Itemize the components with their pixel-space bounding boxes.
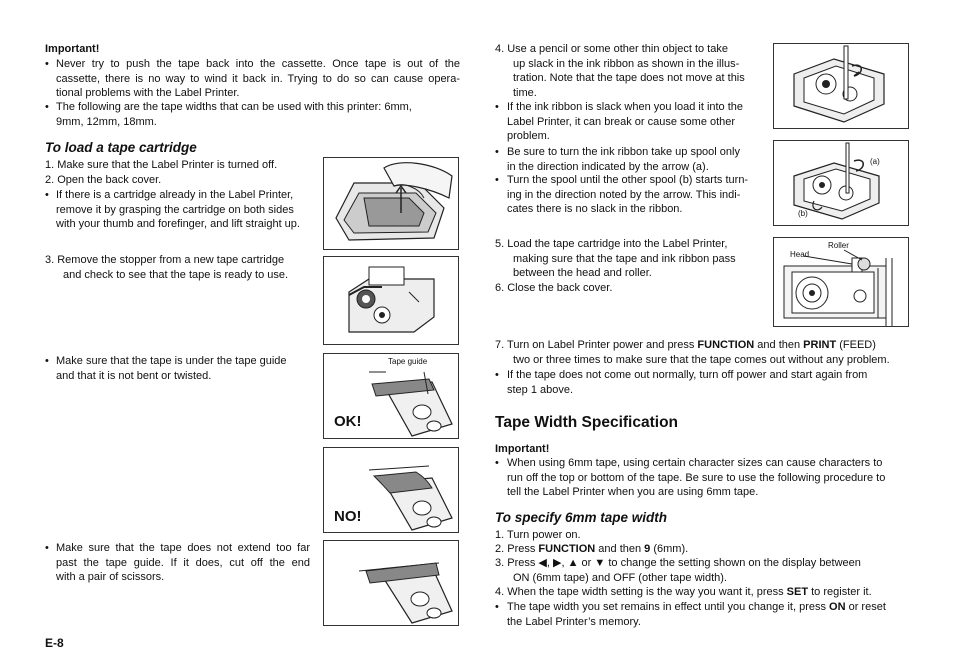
step-1: 1. Make sure that the Label Printer is turned off.: [45, 159, 278, 171]
step-5: 5. Load the tape cartridge into the Label Printer, making sure that the tape and ink ribbon pass between the head and roller.: [495, 238, 736, 279]
left-arrow-icon: ◀: [538, 557, 547, 569]
cut-tape-bullet: Make sure that the tape does not extend too far past the tape guide. If it does, cut off the end with a pair of scissors.: [56, 542, 310, 583]
specify-step-1: 1. Turn power on.: [495, 529, 581, 541]
remove-cartridge-illustration: [323, 157, 459, 250]
step-7: 7. Turn on Label Printer power and press FUNCTION and then PRINT (FEED) two or three times to make sure that the tape comes out without any problem.: [495, 339, 890, 366]
remain-bullet: The tape width you set remains in effect until you change it, press ON or reset the Label Printer’s memory.: [507, 601, 886, 628]
remove-cartridge-bullet: If there is a cartridge already in the Label Printer, remove it by grasping the cartridge on both sides with your thumb and forefinger, and lift straight up.: [56, 189, 300, 230]
bullet-dot: •: [45, 101, 49, 113]
label-a: (a): [870, 157, 880, 166]
important-heading-right: Important!: [495, 443, 550, 455]
ok-illustration: [323, 353, 459, 439]
spool-illustration: [773, 140, 909, 226]
bullet-dot: •: [495, 101, 499, 113]
page-number: E-8: [45, 636, 64, 650]
specify-title: To specify 6mm tape width: [495, 510, 668, 525]
specify-step-4: 4. When the tape width setting is the way you want it, press SET to register it.: [495, 586, 872, 598]
bullet-dot: •: [495, 146, 499, 158]
no-label: NO!: [334, 508, 362, 525]
tape-guide-label: Tape guide: [388, 357, 428, 366]
specify-step-3: 3. Press ◀, ▶, ▲ or ▼ to change the setting shown on the display between ON (6mm tape) and OFF (other tape width).: [495, 557, 861, 584]
right-arrow-icon: ▶: [553, 557, 562, 569]
turn-spool-bullet: Turn the spool until the other spool (b) starts turn- ing in the direction noted by the arrow. This indi- cates there is no slack in the ribbon.: [507, 174, 749, 215]
label-b: (b): [798, 209, 808, 218]
step-6: 6. Close the back cover.: [495, 282, 613, 294]
bullet-dot: •: [45, 189, 49, 201]
bullet-dot: •: [495, 369, 499, 381]
bullet-dot: •: [45, 542, 49, 554]
spool-direction-bullet: Be sure to turn the ink ribbon take up spool only in the direction indicated by the arrow (a).: [507, 146, 740, 173]
head-roller-illustration: [773, 237, 909, 327]
pencil-takeup-illustration: [773, 43, 909, 129]
down-arrow-icon: ▼: [594, 557, 606, 569]
up-arrow-icon: ▲: [567, 557, 579, 569]
important-bullet-1: Never try to push the tape back into the cassette. Once tape is out of the cassette, there is no way to wind it back in. Trying to do so can cause opera- tional problems with the Label Printer.: [56, 58, 460, 99]
roller-label: Roller: [828, 241, 849, 250]
stopper-illustration: [323, 256, 459, 345]
bullet-dot: •: [45, 355, 49, 367]
slack-bullet: If the ink ribbon is slack when you load it into the Label Printer, it can break or cause some other problem.: [507, 101, 744, 142]
ok-label: OK!: [334, 413, 362, 430]
no-illustration: [323, 447, 459, 533]
specify-step-2: 2. Press FUNCTION and then 9 (6mm).: [495, 543, 689, 555]
step-3: 3. Remove the stopper from a new tape cartridge and check to see that the tape is ready to use.: [45, 254, 289, 281]
six-mm-bullet: When using 6mm tape, using certain character sizes can cause characters to run off the top or bottom of the tape. Be sure to use the following procedure to tell the Label Printer when you are using 6mm tape.: [507, 457, 886, 498]
cut-tape-illustration: [323, 540, 459, 626]
not-normal-bullet: If the tape does not come out normally, turn off power and start again from step 1 above.: [507, 369, 868, 396]
load-cartridge-title: To load a tape cartridge: [45, 140, 197, 155]
step-2: 2. Open the back cover.: [45, 174, 162, 186]
important-bullet-2: The following are the tape widths that can be used with this printer: 6mm, 9mm, 12mm, 18mm.: [56, 101, 412, 128]
section-title: Tape Width Specification: [495, 414, 679, 431]
bullet-dot: •: [45, 58, 49, 70]
tape-guide-bullet: Make sure that the tape is under the tape guide and that it is not bent or twisted.: [56, 355, 287, 382]
important-heading: Important!: [45, 43, 100, 55]
bullet-dot: •: [495, 601, 499, 613]
bullet-dot: •: [495, 457, 499, 469]
head-label: Head: [790, 250, 810, 259]
bullet-dot: •: [495, 174, 499, 186]
step-4: 4. Use a pencil or some other thin object to take up slack in the ink ribbon as shown in the illus- tration. Note that the tape does not move at this time.: [495, 43, 745, 99]
